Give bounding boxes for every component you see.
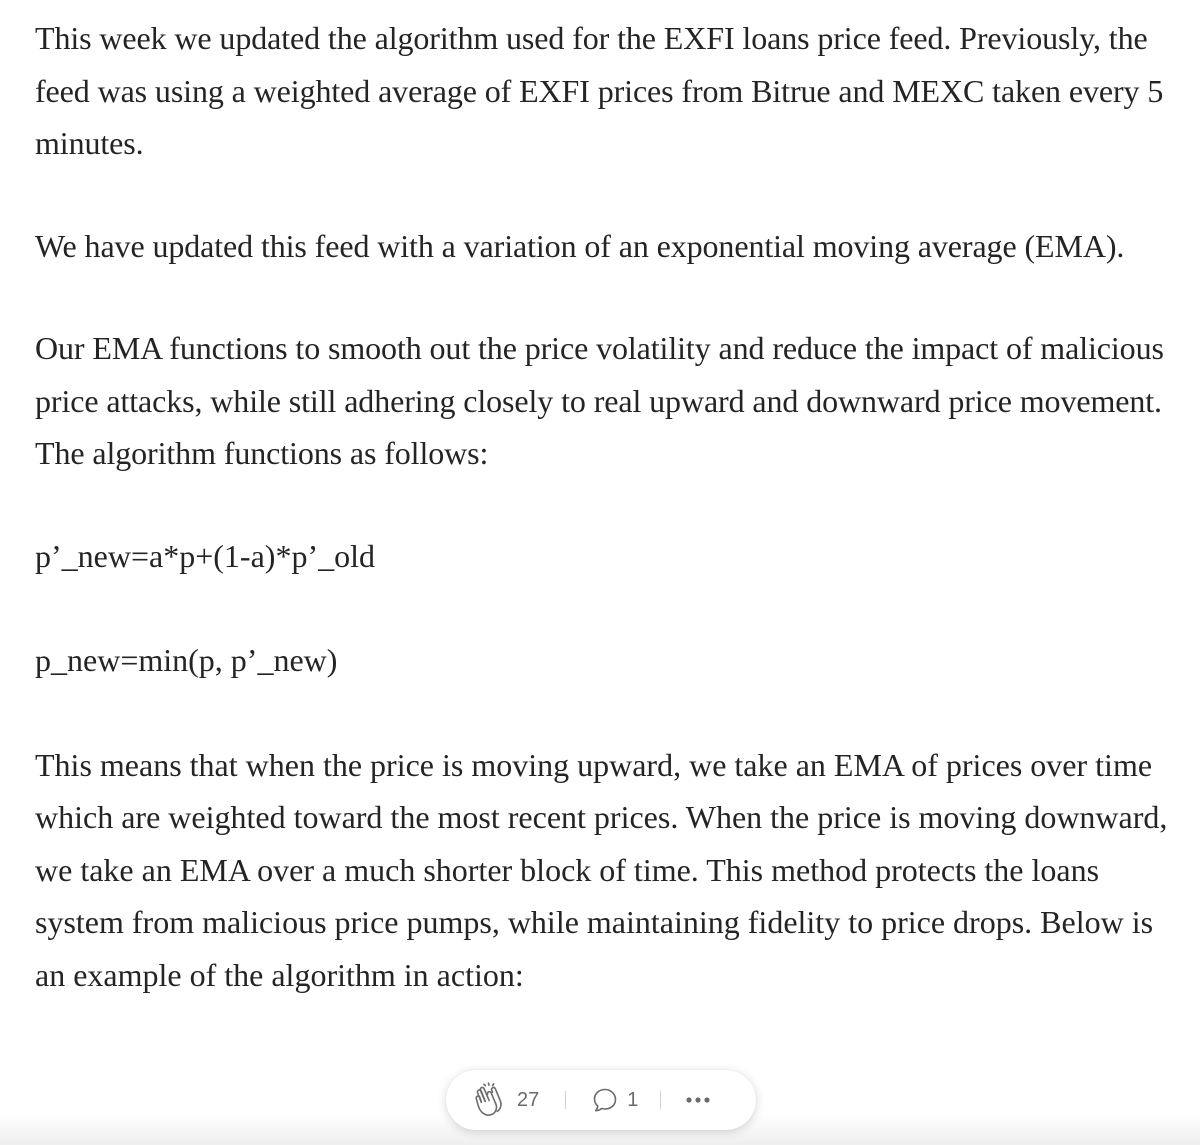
comment-icon (591, 1086, 619, 1114)
article-paragraph-2: We have updated this feed with a variation of an exponential moving average (EMA). (35, 227, 1125, 264)
floating-action-bar (446, 1070, 756, 1130)
clap-count: 27 (517, 1088, 540, 1111)
clap-icon (472, 1082, 508, 1118)
formula-min: p_new=min(p, p’_new) (35, 642, 338, 678)
more-icon (685, 1095, 711, 1105)
article-paragraph-4: This means that when the price is moving upward, we take an EMA of prices over time which are weighted toward the most recent prices. When the price is moving downward, we take an EMA over a much shorter block of time. This method protects the loans system from malicious price pumps, while maintaining fidelity to price drops. Below is an example of the algorithm in action: (35, 746, 1168, 993)
divider (660, 1091, 661, 1109)
article-body (35, 12, 1175, 1001)
more-options-button[interactable] (685, 1095, 711, 1105)
clap-button[interactable] (472, 1082, 539, 1118)
comment-count: 1 (627, 1088, 639, 1111)
article-paragraph-1: This week we updated the algorithm used for the EXFI loans price feed. Previously, the feed was using a weighted average of EXFI prices from Bitrue and MEXC taken every 5 minutes. (35, 20, 1164, 161)
formula-ema: p’_new=a*p+(1-a)*p’_old (35, 537, 375, 574)
article-paragraph-3: Our EMA functions to smooth out the price volatility and reduce the impact of malicious price attacks, while still adhering closely to real upward and downward price movement. The algorithm functions as follows: (35, 330, 1164, 471)
divider (565, 1091, 566, 1109)
comment-button[interactable] (591, 1086, 638, 1114)
